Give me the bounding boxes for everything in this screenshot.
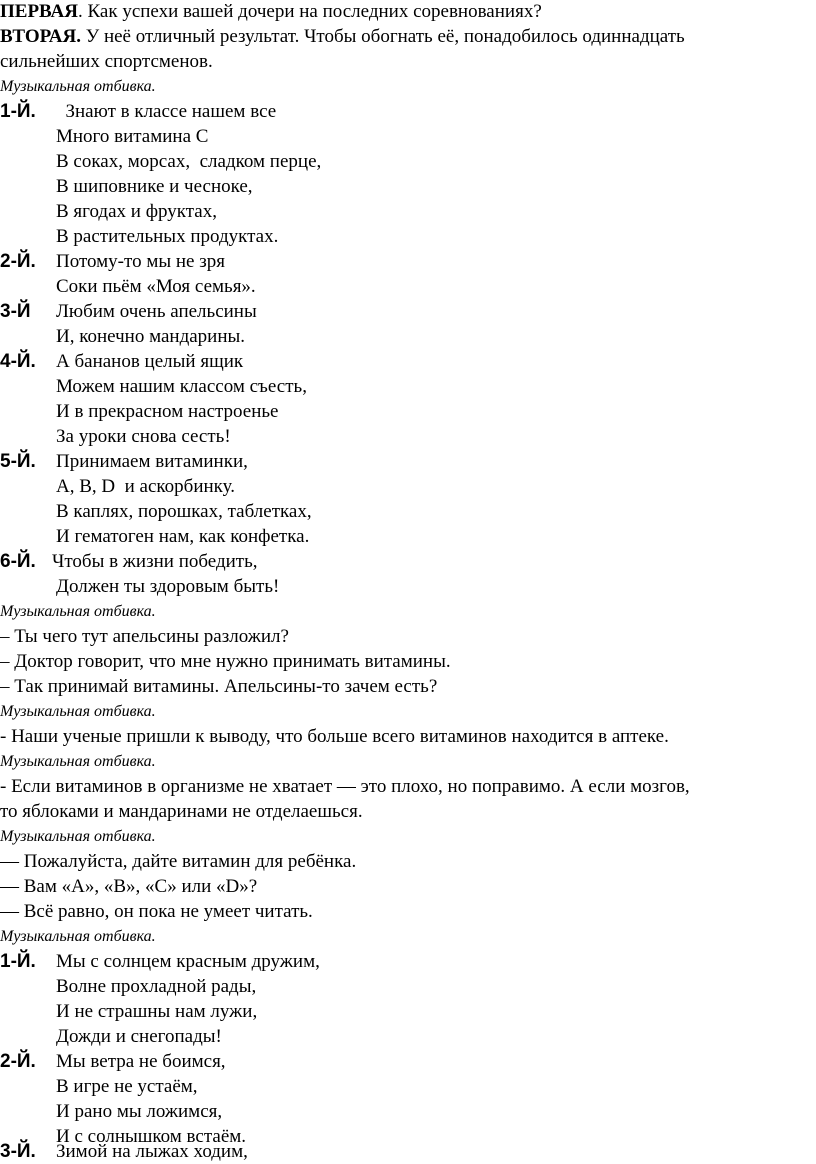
speaker-label: 3-Й — [0, 301, 31, 322]
verse-line: За уроки снова сесть! — [56, 426, 231, 447]
verse-line: Знают в классе нашем все — [56, 101, 277, 122]
dialog-line: — Пожалуйста, дайте витамин для ребёнка. — [0, 851, 357, 872]
speaker-label: 5-Й. — [0, 451, 36, 472]
dialog-line: – Ты чего тут апельсины разложил? — [0, 626, 289, 647]
dialog-line: – Доктор говорит, что мне нужно принимать витамины. — [0, 651, 451, 672]
joke-line: то яблоками и мандаринами не отделаешься. — [0, 801, 363, 822]
verse-line: В игре не устаём, — [56, 1076, 198, 1097]
verse-line: В растительных продуктах. — [56, 226, 279, 247]
speaker-label: ПЕРВАЯ — [0, 1, 78, 22]
verse-line: Мы ветра не боимся, — [56, 1051, 226, 1072]
verse-line: И в прекрасном настроенье — [56, 401, 279, 422]
verse-line: Должен ты здоровым быть! — [56, 576, 280, 597]
verse-line: Волне прохладной рады, — [56, 976, 257, 997]
verse-line: Потому-то мы не зря — [56, 251, 225, 272]
verse-line: И гематоген нам, как конфетка. — [56, 526, 310, 547]
speaker-label: 3-Й. — [0, 1141, 36, 1162]
verse-line: В соках, морсах, сладком перце, — [56, 151, 322, 172]
verse-line: Мы с солнцем красным дружим, — [56, 951, 320, 972]
joke-line: - Если витаминов в организме не хватает — это плохо, но поправимо. А если мозгов, — [0, 776, 690, 797]
verse-line: Соки пьём «Моя семья». — [56, 276, 256, 297]
dialog-line-first — [0, 0, 542, 24]
verse-line: В шиповнике и чесноке, — [56, 176, 253, 197]
line-text: . Как успехи вашей дочери на последних соревнованиях? — [77, 1, 542, 22]
verse-line: Зимой на лыжах ходим, — [56, 1141, 248, 1162]
speaker-label: 4-Й. — [0, 351, 36, 372]
stage-note: Музыкальная отбивка. — [0, 828, 156, 845]
stage-note: Музыкальная отбивка. — [0, 703, 156, 720]
stage-note: Музыкальная отбивка. — [0, 753, 156, 770]
verse-line: Можем нашим классом съесть, — [56, 376, 307, 397]
dialog-line: – Так принимай витамины. Апельсины-то зачем есть? — [0, 676, 438, 697]
speaker-label: ВТОРАЯ. — [0, 26, 81, 47]
verse-line: В ягодах и фруктах, — [56, 201, 217, 222]
dialog-line-second-cont: сильнейших спортсменов. — [0, 51, 213, 72]
dialog-line: — Вам «А», «В», «С» или «D»? — [0, 876, 258, 897]
verse-line: И, конечно мандарины. — [56, 326, 246, 347]
joke-line: - Наши ученые пришли к выводу, что больше всего витаминов находится в аптеке. — [0, 726, 669, 747]
verse-line: Много витамина С — [56, 126, 209, 147]
verse-line: Чтобы в жизни победить, — [52, 551, 258, 572]
dialog-line: — Всё равно, он пока не умеет читать. — [0, 901, 313, 922]
verse-line: Дожди и снегопады! — [56, 1026, 222, 1047]
verse-line: И рано мы ложимся, — [56, 1101, 223, 1122]
line-text: У неё отличный результат. Чтобы обогнать её, понадобилось одиннадцать — [81, 26, 685, 47]
verse-line: Любим очень апельсины — [56, 301, 257, 322]
verse-line: И с солнышком встаём. — [56, 1126, 247, 1147]
speaker-label: 1-Й. — [0, 101, 36, 122]
verse-line: И не страшны нам лужи, — [56, 1001, 258, 1022]
speaker-label: 6-Й. — [0, 551, 36, 572]
speaker-label: 2-Й. — [0, 1051, 36, 1072]
speaker-label: 2-Й. — [0, 251, 36, 272]
speaker-label: 1-Й. — [0, 951, 36, 972]
verse-line: В каплях, порошках, таблетках, — [56, 501, 312, 522]
stage-note: Музыкальная отбивка. — [0, 928, 156, 945]
stage-note: Музыкальная отбивка. — [0, 603, 156, 620]
stage-note: Музыкальная отбивка. — [0, 78, 156, 95]
verse-line: Принимаем витаминки, — [56, 451, 248, 472]
dialog-line-second — [0, 25, 685, 49]
verse-line: А, В, D и аскорбинку. — [56, 476, 235, 497]
verse-line: А бананов целый ящик — [56, 351, 244, 372]
